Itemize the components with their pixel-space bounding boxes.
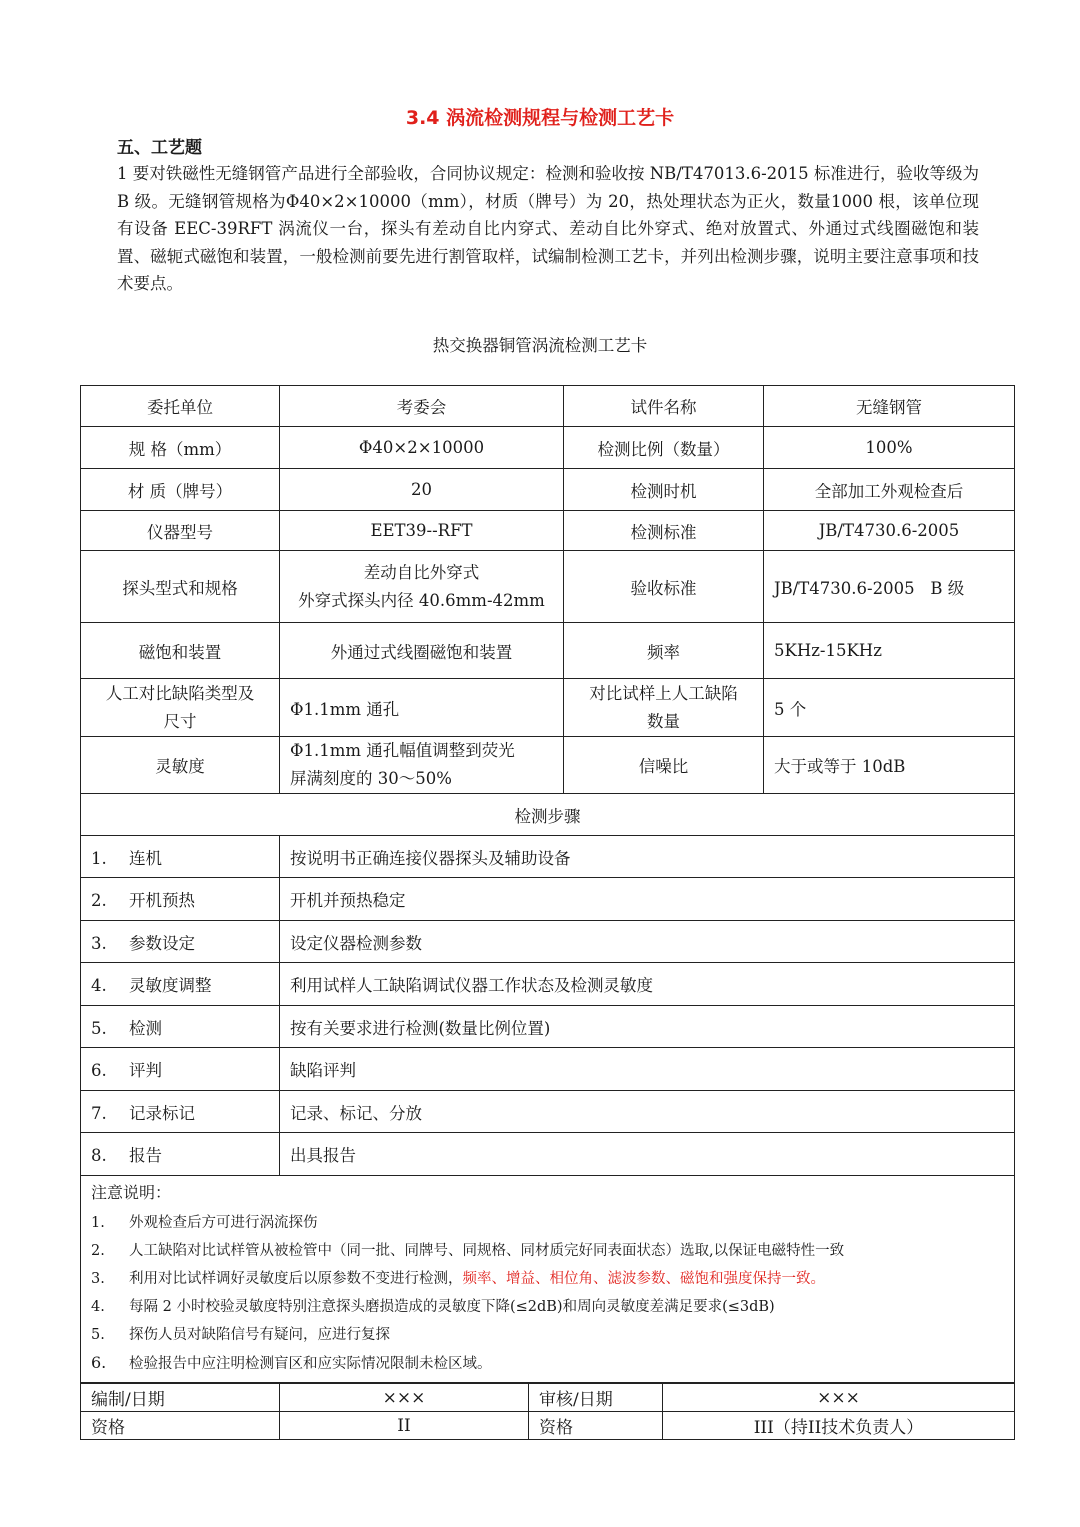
step-row xyxy=(81,921,1015,963)
step-name xyxy=(81,878,280,921)
field-value: 大于或等于 10dB xyxy=(764,737,1015,794)
note-number: 2. xyxy=(91,1243,105,1259)
field-value: Φ40×2×10000 xyxy=(280,427,564,469)
note-number: 3. xyxy=(91,1271,105,1287)
step-name xyxy=(81,1133,280,1176)
field-value: 5 个 xyxy=(764,679,1015,737)
note-item xyxy=(91,1209,1006,1237)
card-title: 热交换器铜管涡流检测工艺卡 xyxy=(432,336,648,355)
field-label: 检测标准 xyxy=(564,511,764,551)
problem-statement: 1 要对铁磁性无缝钢管产品进行全部验收，合同协议规定：检测和验收按 NB/T47013.6-2015 标准进行，验收等级为 B 级。无缝钢管规格为Φ40×2×10000（mm），材质（牌号）为 20，热处理状态为正火，数量1000 根，该单位现有设备 EEC-39RFT 涡流仪一台，探头有差动自比内穿式、差动自比外穿式、绝对放置式、外通过式线圈磁饱和装置、磁轭式磁饱和装置，一般检测前要先进行割管取样，试编制检测工艺卡，并列出检测步骤，说明主要注意事项和技术要点。 xyxy=(117,164,979,293)
table-row xyxy=(81,679,1015,737)
step-row xyxy=(81,1048,1015,1091)
step-name xyxy=(81,836,280,878)
note-text: 外观检查后方可进行涡流探伤 xyxy=(129,1215,318,1231)
probe-type: 差动自比外穿式 xyxy=(363,562,480,582)
document-title: 3.4 涡流检测规程与检测工艺卡 xyxy=(405,107,675,129)
step-name xyxy=(81,1048,280,1091)
field-value: 考委会 xyxy=(280,386,564,427)
value-line: 屏满刻度的 30～50% xyxy=(290,769,452,788)
step-label: 灵敏度调整 xyxy=(129,976,212,995)
step-name xyxy=(81,1006,280,1048)
signoff-table xyxy=(80,1383,1015,1440)
section-heading: 五、工艺题 xyxy=(117,138,202,158)
field-label: 试件名称 xyxy=(564,386,764,427)
note-item xyxy=(91,1265,1006,1293)
step-description: 开机并预热稳定 xyxy=(280,878,1015,921)
field-label: 频率 xyxy=(564,623,764,679)
note-text: 利用对比试样调好灵敏度后以原参数不变进行检测， xyxy=(129,1271,463,1287)
step-label: 开机预热 xyxy=(129,891,195,910)
field-value: 100% xyxy=(764,427,1015,469)
step-row xyxy=(81,1091,1015,1133)
note-number: 6. xyxy=(91,1353,107,1372)
field-value: 无缝钢管 xyxy=(764,386,1015,427)
field-label: 磁饱和装置 xyxy=(81,623,280,679)
field-label: 检测比例（数量） xyxy=(564,427,764,469)
step-row xyxy=(81,963,1015,1006)
step-name xyxy=(81,1091,280,1133)
field-label: 信噪比 xyxy=(564,737,764,794)
step-description: 出具报告 xyxy=(280,1133,1015,1176)
value-line: Φ1.1mm 通孔幅值调整到荧光 xyxy=(290,741,515,760)
signoff-row xyxy=(81,1412,1015,1440)
qualification-label: 资格 xyxy=(81,1412,280,1440)
field-value: JB/T4730.6-2005 xyxy=(764,511,1015,551)
reviewed-value: ××× xyxy=(663,1384,1015,1412)
step-label: 记录标记 xyxy=(129,1103,195,1123)
field-value xyxy=(280,737,564,794)
signoff-row xyxy=(81,1384,1015,1412)
step-name xyxy=(81,963,280,1006)
step-description: 利用试样人工缺陷调试仪器工作状态及检测灵敏度 xyxy=(280,963,1015,1006)
note-item xyxy=(91,1293,1006,1321)
step-row xyxy=(81,1006,1015,1048)
note-text: 探伤人员对缺陷信号有疑问，应进行复探 xyxy=(129,1327,390,1343)
step-number: 1. xyxy=(91,848,107,868)
note-number: 5. xyxy=(91,1327,105,1343)
field-label: 探头型式和规格 xyxy=(81,551,280,623)
field-label: 规 格（mm） xyxy=(81,427,280,469)
qualification-value: III（持II技术负责人） xyxy=(663,1412,1015,1440)
field-label: 材 质（牌号） xyxy=(81,469,280,511)
step-description: 按有关要求进行检测(数量比例位置) xyxy=(280,1006,1015,1048)
process-card-table xyxy=(80,385,1015,1383)
field-value: 20 xyxy=(280,469,564,511)
field-value: 5KHz-15KHz xyxy=(764,623,1015,679)
table-row xyxy=(81,551,1015,623)
note-number: 1. xyxy=(91,1215,105,1231)
table-row xyxy=(81,623,1015,679)
prepared-value: ××× xyxy=(280,1384,529,1412)
note-number: 4. xyxy=(91,1299,105,1315)
field-label xyxy=(564,679,764,737)
label-line: 尺寸 xyxy=(163,711,197,731)
notes-title: 注意说明： xyxy=(91,1183,172,1202)
notes-cell xyxy=(81,1176,1015,1383)
step-description: 记录、标记、分放 xyxy=(280,1091,1015,1133)
step-label: 报告 xyxy=(129,1146,162,1165)
field-value: 外通过式线圈磁饱和装置 xyxy=(280,623,564,679)
label-line: 数量 xyxy=(647,711,680,731)
note-item xyxy=(91,1321,1006,1349)
step-label: 参数设定 xyxy=(129,933,195,953)
table-row xyxy=(81,427,1015,469)
step-description: 缺陷评判 xyxy=(280,1048,1015,1091)
step-label: 检测 xyxy=(129,1018,162,1038)
step-row xyxy=(81,836,1015,878)
table-row xyxy=(81,386,1015,427)
field-value: EET39--RFT xyxy=(280,511,564,551)
prepared-label: 编制/日期 xyxy=(81,1384,280,1412)
note-text: 检验报告中应注明检测盲区和应实际情况限制未检区域。 xyxy=(129,1356,492,1372)
qualification-value: II xyxy=(280,1412,529,1440)
step-description: 设定仪器检测参数 xyxy=(280,921,1015,963)
note-highlight: 频率、增益、相位角、滤波参数、磁饱和强度保持一致。 xyxy=(462,1271,825,1287)
step-label: 连机 xyxy=(129,848,162,868)
label-line: 人工对比缺陷类型及 xyxy=(105,683,255,703)
step-row xyxy=(81,878,1015,921)
note-item xyxy=(91,1349,1006,1378)
table-row xyxy=(81,511,1015,551)
field-label: 检测时机 xyxy=(564,469,764,511)
table-row xyxy=(81,737,1015,794)
notes-row xyxy=(81,1176,1015,1383)
field-label: 委托单位 xyxy=(81,386,280,427)
step-name xyxy=(81,921,280,963)
field-label: 验收标准 xyxy=(564,551,764,623)
step-number: 2. xyxy=(91,891,107,910)
note-text: 人工缺陷对比试样管从被检管中（同一批、同牌号、同规格、同材质完好同表面状态）选取,以保证电磁特性一致 xyxy=(129,1243,845,1259)
note-item xyxy=(91,1237,1006,1265)
step-number: 6. xyxy=(91,1061,107,1080)
steps-title: 检测步骤 xyxy=(81,794,1015,836)
note-text: 每隔 2 小时校验灵敏度特别注意探头磨损造成的灵敏度下降(≤2dB)和周向灵敏度差满足要求(≤3dB) xyxy=(129,1299,775,1315)
field-value xyxy=(280,551,564,623)
field-label xyxy=(81,679,280,737)
field-value: 全部加工外观检查后 xyxy=(764,469,1015,511)
step-description: 按说明书正确连接仪器探头及辅助设备 xyxy=(280,836,1015,878)
step-row xyxy=(81,1133,1015,1176)
step-number: 7. xyxy=(91,1103,107,1123)
field-label: 仪器型号 xyxy=(81,511,280,551)
step-number: 5. xyxy=(91,1018,107,1038)
field-label: 灵敏度 xyxy=(81,737,280,794)
qualification-label: 资格 xyxy=(529,1412,663,1440)
steps-header-row xyxy=(81,794,1015,836)
step-label: 评判 xyxy=(129,1061,162,1080)
table-row xyxy=(81,469,1015,511)
field-value: JB/T4730.6-2005 B 级 xyxy=(764,551,1015,623)
step-number: 4. xyxy=(91,976,107,995)
step-number: 8. xyxy=(91,1146,107,1165)
reviewed-label: 审核/日期 xyxy=(529,1384,663,1412)
probe-spec: 外穿式探头内径 40.6mm-42mm xyxy=(298,590,545,610)
field-value: Φ1.1mm 通孔 xyxy=(280,679,564,737)
label-line: 对比试样上人工缺陷 xyxy=(589,683,738,703)
step-number: 3. xyxy=(91,933,107,953)
